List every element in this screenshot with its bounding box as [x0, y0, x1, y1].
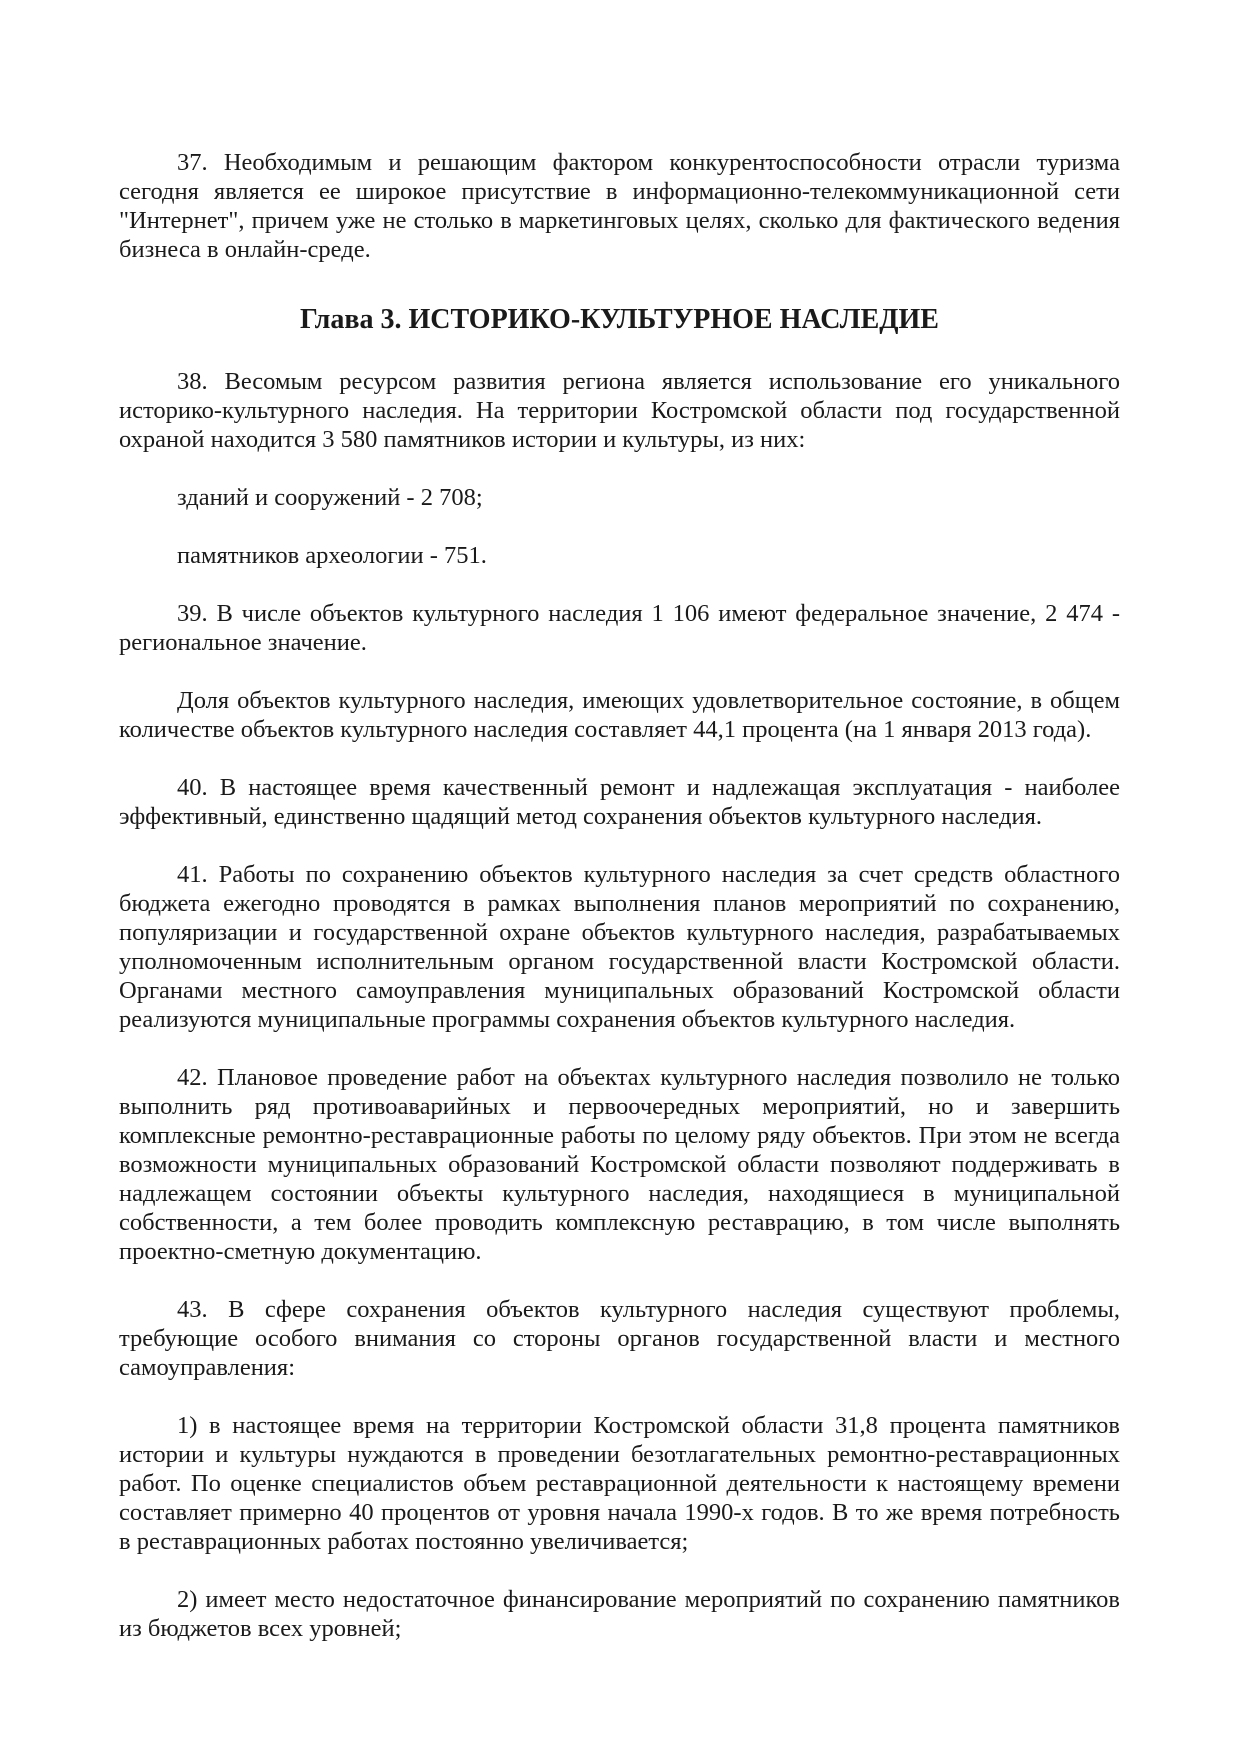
- list-item-archaeology: памятников археологии - 751.: [177, 542, 487, 569]
- document-page: [119, 148, 1120, 1672]
- list-item-buildings: зданий и сооружений - 2 708;: [177, 484, 483, 511]
- chapter-title: Глава 3. ИСТОРИКО-КУЛЬТУРНОЕ НАСЛЕДИЕ: [300, 304, 939, 335]
- paragraph-41: 41. Работы по сохранению объектов культурного наследия за счет средств областного бюджета ежегодно проводятся в рамках выполнения планов мероприятий по сохранению, популяризации и государственной охране объектов культурного наследия, разрабатываемых уполномоченным исполнительным органом государственной власти Костромской области. Органами местного самоуправления муниципальных образований Костромской области реализуются муниципальные программы сохранения объектов культурного наследия.: [119, 861, 1120, 1033]
- paragraph-40: 40. В настоящее время качественный ремонт и надлежащая эксплуатация - наиболее эффективный, единственно щадящий метод сохранения объектов культурного наследия.: [119, 774, 1120, 830]
- paragraph-39-share: Доля объектов культурного наследия, имеющих удовлетворительное состояние, в общем количестве объектов культурного наследия составляет 44,1 процента (на 1 января 2013 года).: [119, 687, 1120, 743]
- paragraph-42: 42. Плановое проведение работ на объектах культурного наследия позволило не только выполнить ряд противоаварийных и первоочередных мероприятий, но и завершить комплексные ремонтно-реставрационные работы по целому ряду объектов. При этом не всегда возможности муниципальных образований Костромской области позволяют поддерживать в надлежащем состоянии объекты культурного наследия, находящиеся в муниципальной собственности, а тем более проводить комплексную реставрацию, в том числе выполнять проектно-сметную документацию.: [119, 1064, 1120, 1265]
- list-item-problem-2: 2) имеет место недостаточное финансирование мероприятий по сохранению памятников из бюджетов всех уровней;: [119, 1586, 1120, 1642]
- paragraph-37: 37. Необходимым и решающим фактором конкурентоспособности отрасли туризма сегодня является ее широкое присутствие в информационно-телекоммуникационной сети "Интернет", причем уже не столько в маркетинговых целях, сколько для фактического ведения бизнеса в онлайн-среде.: [119, 149, 1120, 263]
- list-item-problem-1: 1) в настоящее время на территории Костромской области 31,8 процента памятников истории и культуры нуждаются в проведении безотлагательных ремонтно-реставрационных работ. По оценке специалистов объем реставрационной деятельности к настоящему времени составляет примерно 40 процентов от уровня начала 1990-х годов. В то же время потребность в реставрационных работах постоянно увеличивается;: [119, 1412, 1120, 1555]
- paragraph-38: 38. Весомым ресурсом развития региона является использование его уникального историко-культурного наследия. На территории Костромской области под государственной охраной находится 3 580 памятников истории и культуры, из них:: [119, 368, 1120, 453]
- paragraph-39: 39. В числе объектов культурного наследия 1 106 имеют федеральное значение, 2 474 - региональное значение.: [119, 600, 1120, 656]
- paragraph-43: 43. В сфере сохранения объектов культурного наследия существуют проблемы, требующие особого внимания со стороны органов государственной власти и местного самоуправления:: [119, 1296, 1120, 1381]
